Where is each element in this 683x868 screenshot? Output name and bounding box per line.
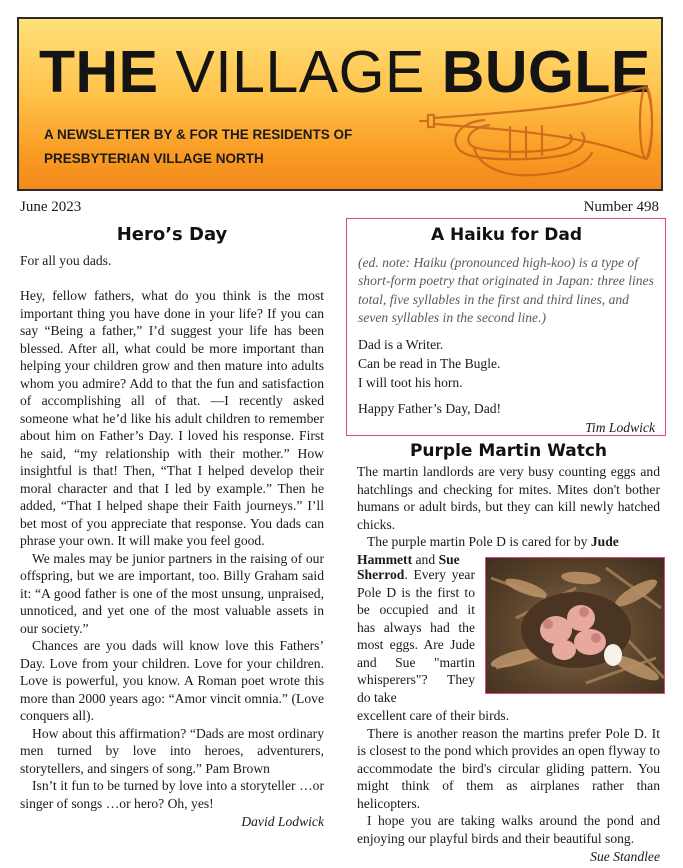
title-word-the: THE — [39, 39, 159, 105]
haiku-line: Can be read in The Bugle. — [358, 356, 501, 372]
haiku-box — [346, 218, 666, 436]
haiku-line: I will toot his horn. — [358, 375, 463, 391]
bugle-icon — [414, 83, 660, 189]
wrapped-text — [357, 566, 475, 706]
issue-date: June 2023 — [20, 199, 82, 215]
purple-martin-continued — [357, 707, 660, 866]
article-paragraph: There is another reason the martins prefer Pole D. It is closest to the pond which provides an open flyway to accommodate the bird's circular gliding pattern. You might think of them as airplanes rather than helicopters. — [357, 725, 660, 811]
nest-with-chicks-photo — [485, 557, 665, 694]
person-name: Sue — [438, 551, 460, 567]
person-name: Jude — [590, 534, 619, 549]
haiku-heading: A Haiku for Dad — [430, 225, 583, 245]
purple-martin-article — [357, 439, 660, 568]
article-paragraph — [357, 566, 475, 706]
purple-martin-heading: Purple Martin Watch — [409, 441, 608, 461]
text-run: and — [415, 551, 436, 567]
heros-day-article — [20, 222, 324, 831]
author-signature: Sue Standlee — [590, 849, 660, 864]
article-paragraph: I hope you are taking walks around the pond and enjoying our playful birds and their beautiful song. — [357, 813, 660, 846]
article-paragraph: excellent care of their birds. — [357, 708, 510, 723]
issue-number: Number 498 — [583, 199, 659, 215]
haiku-greeting: Happy Father’s Day, Dad! — [358, 401, 502, 417]
article-paragraph: Chances are you dads will know love this Fathers’ Day. Love from your children. Love for your children. Love is powerful, you know. A Roman poet wrote this more than 2000 years ago: “Amor vincit omnia.” (Love conquers all). — [20, 638, 324, 723]
text-run: The purple martin Pole D is cared for by — [367, 534, 588, 549]
editor-note: (ed. note: Haiku (pronounced high-koo) is a type of short-form poetry that originated in Japan: three lines total, five syllables in the first and third lines, and seven syllables in the second line.) — [358, 255, 654, 325]
author-signature: Tim Lodwick — [585, 420, 655, 436]
article-paragraph: We males may be junior partners in the raising of our offspring, but we are important, too. Billy Graham said it: “A good father is one of the most unsung, unpraised, unnoticed, and yet one of the most valuable assets in our society.” — [20, 550, 324, 636]
article-paragraph: Isn’t it fun to be turned by love into a storyteller …or singer of songs …or hero? Oh, yes! — [20, 778, 324, 811]
person-name: Sherrod — [357, 567, 405, 582]
title-word-village: VILLAGE — [175, 39, 425, 105]
article-paragraph: Hey, fellow fathers, what do you think is the most important thing you have done in your life? If you can say “Being a father,” I’d suggest your life has been blessed. After all, what could be more important than helping your children grow and then mature into adults whom you admire? Add to that the fun and satisfaction of accomplishing all of that. —I recently asked someone what he’d like his adult children to remember about him on Father’s Day. I loved his response. First he said, “my relationship with their mother.” How insightful is that! Then, “That I helped develop their moral character and that I led by example.” Then he added, “That I helped shape their Faith journeys.” I’ll bet most of you appreciate that response. You dads can phrase your own. It will make you feel good. — [20, 288, 324, 548]
article-paragraph: How about this affirmation? “Dads are most ordinary men turned by love into heroes, adventurers, storytellers, and singers of song.” Pam Brown — [20, 725, 324, 776]
subtitle-line-2: PRESBYTERIAN VILLAGE NORTH — [44, 151, 264, 166]
masthead — [17, 17, 663, 191]
heros-day-heading: Hero’s Day — [116, 224, 228, 245]
author-signature: David Lodwick — [241, 814, 324, 829]
subtitle-line-1: A NEWSLETTER BY & FOR THE RESIDENTS OF — [44, 127, 353, 142]
person-name: Hammett — [357, 551, 413, 567]
newsletter-subtitle — [44, 123, 424, 171]
haiku-line: Dad is a Writer. — [358, 337, 444, 353]
title-word-bugle: BUGLE — [441, 39, 651, 105]
article-paragraph: For all you dads. — [20, 253, 112, 268]
article-paragraph: The martin landlords are very busy counting eggs and hatchlings and checking for mites. Mites don't bother humans or adult birds, but they can kill newly hatched chicks. — [357, 464, 660, 532]
text-run: . Every year Pole D is the first to be occupied and it has always had the most eggs. Are Jude and Sue "martin whisperers"? They do take — [357, 567, 475, 705]
